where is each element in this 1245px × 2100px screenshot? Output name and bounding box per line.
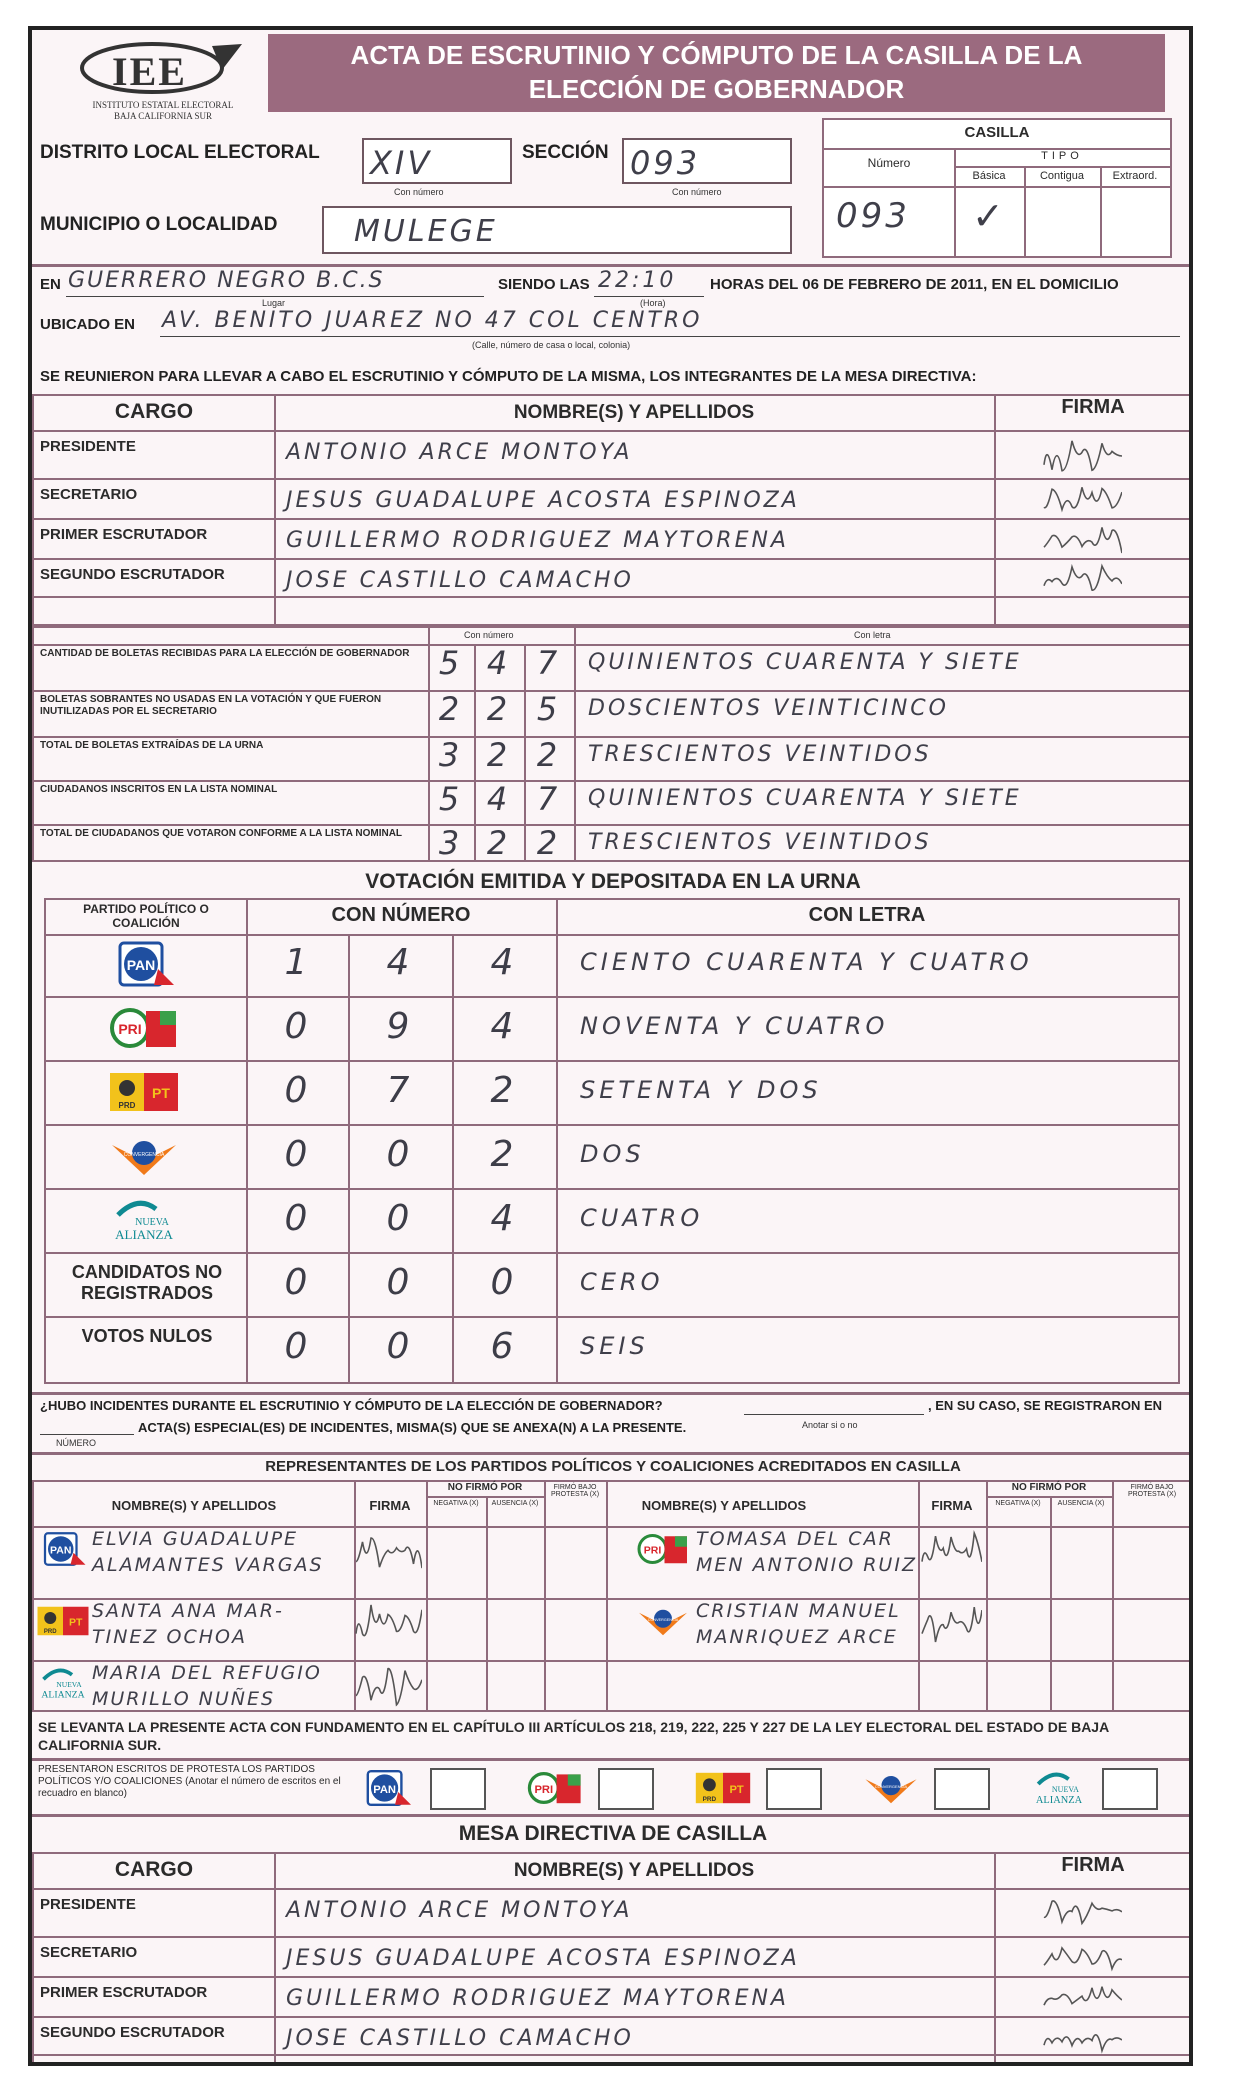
rep-left-name-line2[interactable]: TINEZ OCHOA xyxy=(92,1626,247,1648)
signature-scribble xyxy=(1042,1980,1122,2016)
pan-logo-icon xyxy=(358,1768,416,1808)
signature-scribble xyxy=(1042,2020,1122,2056)
votacion-digit[interactable]: 6 xyxy=(490,1326,514,1367)
mesa-bottom-cargo-header: CARGO xyxy=(114,1858,194,1881)
rep-left-negativa-header: NEGATIVA (X) xyxy=(433,1500,479,1507)
signature-scribble xyxy=(920,1528,982,1576)
mesa-top-cargo: SECRETARIO xyxy=(40,486,138,503)
mesa-bottom-name[interactable]: ANTONIO ARCE MONTOYA xyxy=(286,1898,633,1923)
escritos-count-box[interactable] xyxy=(430,1768,486,1810)
district-sublabel: Con número xyxy=(394,187,444,197)
casilla-numero-label: Número xyxy=(867,156,911,170)
boletas-letra[interactable]: QUINIENTOS CUARENTA Y SIETE xyxy=(588,786,1022,811)
district-label: DISTRITO LOCAL ELECTORAL xyxy=(40,142,320,163)
casilla-numero-value: 093 xyxy=(836,196,910,236)
mesa-bottom-name[interactable]: JESUS GUADALUPE ACOSTA ESPINOZA xyxy=(286,1946,800,1971)
rep-right-name-line2[interactable]: MEN ANTONIO RUIZ xyxy=(696,1554,917,1576)
incidentes-question2: , EN SU CASO, SE REGISTRARON EN xyxy=(928,1398,1163,1413)
signature-scribble xyxy=(354,1528,422,1576)
casilla-box xyxy=(822,118,1172,258)
rep-left-name-line1[interactable]: SANTA ANA MAR- xyxy=(92,1600,284,1622)
mesa-top-firma-header: FIRMA xyxy=(1061,396,1125,418)
institute-line1: INSTITUTO ESTATAL ELECTORAL xyxy=(92,100,234,110)
votacion-letra[interactable]: CIENTO CUARENTA Y CUATRO xyxy=(580,948,1033,976)
rep-left-name-line1[interactable]: MARIA DEL REFUGIO xyxy=(92,1662,322,1684)
boletas-con-letra-header: Con letra xyxy=(854,630,891,640)
boletas-digit[interactable]: 5 xyxy=(536,690,558,728)
prd-pt-logo-icon xyxy=(694,1768,752,1808)
svg-text:NUEVA: NUEVA xyxy=(1051,1785,1079,1794)
votacion-digit[interactable]: 0 xyxy=(386,1134,410,1175)
rep-right-firma-header: FIRMA xyxy=(931,1498,973,1513)
boletas-digit[interactable]: 4 xyxy=(486,780,508,818)
rep-left-firma-header: FIRMA xyxy=(369,1498,411,1513)
boletas-digit[interactable]: 2 xyxy=(486,690,508,728)
votacion-digit[interactable]: 0 xyxy=(284,1326,308,1367)
rep-right-name-line2[interactable]: MANRIQUEZ ARCE xyxy=(696,1626,898,1648)
pri-logo-icon xyxy=(526,1768,584,1808)
mesa-bottom-cargo: SEGUNDO ESCRUTADOR xyxy=(40,2024,225,2041)
svg-text:CONVERGENCIA: CONVERGENCIA xyxy=(647,1618,679,1622)
votacion-digit[interactable]: 7 xyxy=(386,1070,410,1111)
votacion-letra[interactable]: DOS xyxy=(580,1140,645,1168)
svg-text:PRI: PRI xyxy=(643,1544,662,1557)
hora-value: 22:10 xyxy=(598,268,677,293)
votacion-letra[interactable]: CUATRO xyxy=(580,1204,704,1232)
svg-text:NUEVA: NUEVA xyxy=(135,1217,169,1228)
convergencia-logo-icon xyxy=(108,1131,180,1181)
incidentes-question: ¿HUBO INCIDENTES DURANTE EL ESCRUTINIO Y CÓMPUTO DE LA ELECCIÓN DE GOBERNADOR? xyxy=(40,1398,663,1413)
svg-text:PRD: PRD xyxy=(702,1795,717,1803)
rep-right-ausencia-header: AUSENCIA (X) xyxy=(1057,1500,1105,1507)
boletas-letra[interactable]: TRESCIENTOS VEINTIDOS xyxy=(588,742,932,767)
escritos-count-box[interactable] xyxy=(598,1768,654,1810)
boletas-digit[interactable]: 5 xyxy=(438,644,460,682)
boletas-digit[interactable]: 2 xyxy=(438,690,460,728)
boletas-label: TOTAL DE CIUDADANOS QUE VOTARON CONFORME A LA LISTA NOMINAL xyxy=(40,828,403,839)
votacion-letra[interactable]: NOVENTA Y CUATRO xyxy=(580,1012,889,1040)
boletas-digit[interactable]: 2 xyxy=(486,736,508,774)
svg-text:PRD: PRD xyxy=(43,1629,57,1635)
rep-left-protesta-header: FIRMÓ BAJO PROTESTA (X) xyxy=(550,1484,600,1498)
votacion-row-divider xyxy=(44,1124,1180,1126)
rep-right-name-line1[interactable]: CRISTIAN MANUEL xyxy=(696,1600,901,1622)
votacion-digit[interactable]: 4 xyxy=(490,942,514,983)
votacion-partido-header: PARTIDO POLÍTICO O COALICIÓN xyxy=(83,902,209,930)
votacion-digit[interactable]: 0 xyxy=(284,1070,308,1111)
siendo-label: SIENDO LAS xyxy=(498,276,590,293)
mesa-top-cargo-header: CARGO xyxy=(114,400,194,423)
signature-scribble xyxy=(1042,482,1122,518)
votacion-row-divider xyxy=(44,1060,1180,1062)
boletas-digit[interactable]: 7 xyxy=(536,644,558,682)
district-field[interactable] xyxy=(362,138,512,184)
svg-text:PT: PT xyxy=(69,1616,83,1629)
votacion-digit[interactable]: 0 xyxy=(386,1198,410,1239)
boletas-letra[interactable]: DOSCIENTOS VEINTICINCO xyxy=(588,696,949,721)
reunion-text: SE REUNIERON PARA LLEVAR A CABO EL ESCRUTINIO Y CÓMPUTO DE LA MISMA, LOS INTEGRANTES DE LA MESA DIRECTIVA: xyxy=(40,368,977,385)
representantes-title: REPRESENTANTES DE LOS PARTIDOS POLÍTICOS Y COALICIONES ACREDITADOS EN CASILLA xyxy=(265,1458,961,1475)
boletas-digit[interactable]: 5 xyxy=(438,780,460,818)
votacion-letra[interactable]: SETENTA Y DOS xyxy=(580,1076,822,1104)
boletas-digit[interactable]: 3 xyxy=(438,736,460,774)
iee-logo xyxy=(72,36,252,126)
boletas-digit[interactable]: 3 xyxy=(438,824,460,862)
ubicado-sublabel: (Calle, número de casa o local, colonia) xyxy=(472,340,631,350)
ubicado-label: UBICADO EN xyxy=(40,316,136,333)
boletas-digit[interactable]: 2 xyxy=(486,824,508,862)
lugar-sublabel: Lugar xyxy=(262,298,286,308)
rep-right-protesta-header: FIRMÓ BAJO PROTESTA (X) xyxy=(1127,1484,1177,1498)
rep-right-negativa-header: NEGATIVA (X) xyxy=(995,1500,1041,1507)
mesa-top-name[interactable]: JESUS GUADALUPE ACOSTA ESPINOZA xyxy=(286,488,800,513)
signature-scribble xyxy=(354,1600,422,1648)
pri-logo-icon xyxy=(636,1530,690,1568)
boletas-con-numero-header: Con número xyxy=(464,630,514,640)
casilla-tipo-label: TIPO xyxy=(1041,150,1083,162)
hora-sublabel: (Hora) xyxy=(640,298,666,308)
votacion-digit[interactable]: 4 xyxy=(490,1198,514,1239)
en-label: EN xyxy=(40,276,61,293)
escritos-count-box[interactable] xyxy=(1102,1768,1158,1810)
signature-scribble xyxy=(1042,522,1122,558)
boletas-letra[interactable]: QUINIENTOS CUARENTA Y SIETE xyxy=(588,650,1022,675)
mesa-top-name[interactable]: JOSE CASTILLO CAMACHO xyxy=(286,568,634,593)
convergencia-logo-icon xyxy=(862,1768,920,1808)
votacion-digit[interactable]: 4 xyxy=(386,942,410,983)
votacion-digit[interactable]: 0 xyxy=(386,1262,410,1303)
casilla-title: CASILLA xyxy=(964,124,1030,141)
mesa-bottom-title: MESA DIRECTIVA DE CASILLA xyxy=(458,1822,768,1845)
section-value: 093 xyxy=(630,144,701,182)
rep-right-nombres-header: NOMBRE(S) Y APELLIDOS xyxy=(641,1498,807,1513)
votacion-digit[interactable]: 2 xyxy=(490,1070,514,1111)
nueva-alianza-logo-icon xyxy=(36,1664,90,1702)
votacion-row-divider xyxy=(44,1316,1180,1318)
title-line1: ACTA DE ESCRUTINIO Y CÓMPUTO DE LA CASILLA DE LA xyxy=(350,40,1083,70)
casilla-extraord-label: Extraord. xyxy=(1112,170,1158,182)
votacion-letra[interactable]: CERO xyxy=(580,1268,664,1296)
municipality-label: MUNICIPIO O LOCALIDAD xyxy=(40,214,278,235)
svg-text:ALIANZA: ALIANZA xyxy=(1035,1795,1083,1807)
mesa-bottom-nombres-header: NOMBRE(S) Y APELLIDOS xyxy=(513,1860,755,1881)
votacion-title: VOTACIÓN EMITIDA Y DEPOSITADA EN LA URNA xyxy=(365,870,861,893)
votacion-row-divider xyxy=(44,1252,1180,1254)
svg-text:PRD: PRD xyxy=(118,1101,136,1110)
boletas-digit[interactable]: 2 xyxy=(536,824,558,862)
section-sublabel: Con número xyxy=(672,187,722,197)
votacion-letra[interactable]: SEIS xyxy=(580,1332,649,1360)
svg-text:PAN: PAN xyxy=(373,1783,396,1796)
votacion-digit[interactable]: 0 xyxy=(284,1198,308,1239)
votacion-party-label: CANDIDATOS NO REGISTRADOS xyxy=(71,1262,223,1303)
district-value: XIV xyxy=(370,144,433,182)
institute-line2: BAJA CALIFORNIA SUR xyxy=(113,111,213,121)
title-line2: ELECCIÓN DE GOBERNADOR xyxy=(528,74,905,104)
boletas-digit[interactable]: 4 xyxy=(486,644,508,682)
svg-text:PT: PT xyxy=(729,1783,744,1796)
svg-text:PAN: PAN xyxy=(50,1544,72,1557)
signature-scribble xyxy=(354,1662,422,1710)
mesa-top-name[interactable]: GUILLERMO RODRIGUEZ MAYTORENA xyxy=(286,528,789,553)
votacion-numero-header: CON NÚMERO xyxy=(331,904,471,926)
svg-text:PT: PT xyxy=(152,1085,170,1101)
nueva-alianza-logo-icon xyxy=(1030,1768,1088,1808)
acta-title xyxy=(268,34,1165,112)
rep-left-ausencia-header: AUSENCIA (X) xyxy=(491,1500,539,1507)
signature-scribble xyxy=(920,1600,982,1648)
casilla-basica-label: Básica xyxy=(972,170,1006,182)
votacion-digit[interactable]: 0 xyxy=(284,1134,308,1175)
mesa-top-cargo: SEGUNDO ESCRUTADOR xyxy=(40,566,225,583)
fundamento-text: SE LEVANTA LA PRESENTE ACTA CON FUNDAMENTO EN EL CAPÍTULO III ARTÍCULOS 218, 219, 222, 225 Y 227 DE LA LEY ELECTORAL DEL ESTADO DE BAJA CALIFORNIA SUR. xyxy=(38,1719,1109,1753)
mesa-bottom-cargo: PRIMER ESCRUTADOR xyxy=(40,1984,208,2001)
votacion-row-divider xyxy=(44,1188,1180,1190)
municipality-field[interactable] xyxy=(322,206,792,254)
municipality-value: MULEGE xyxy=(354,214,498,249)
boletas-digit[interactable]: 7 xyxy=(536,780,558,818)
boletas-label: CANTIDAD DE BOLETAS RECIBIDAS PARA LA ELECCIÓN DE GOBERNADOR xyxy=(40,648,410,659)
svg-text:PRI: PRI xyxy=(534,1783,554,1796)
prd-pt-logo-icon xyxy=(108,1067,180,1117)
votacion-digit[interactable]: 0 xyxy=(490,1262,514,1303)
horas-text: HORAS DEL 06 DE FEBRERO DE 2011, EN EL DOMICILIO xyxy=(710,276,1119,293)
mesa-bottom-cargo: PRESIDENTE xyxy=(40,1896,136,1913)
incidentes-numero: NÚMERO xyxy=(56,1438,96,1448)
rep-right-nofirmo-header: NO FIRMÓ POR xyxy=(1011,1482,1087,1493)
votacion-digit[interactable]: 0 xyxy=(284,1262,308,1303)
mesa-top-cargo: PRIMER ESCRUTADOR xyxy=(40,526,208,543)
votacion-party-label: VOTOS NULOS xyxy=(81,1326,213,1346)
acta-sheet xyxy=(28,26,1193,2066)
votacion-digit[interactable]: 1 xyxy=(284,942,308,983)
boletas-label: BOLETAS SOBRANTES NO USADAS EN LA VOTACIÓN Y QUE FUERON INUTILIZADAS POR EL SECRETARIO xyxy=(40,694,382,717)
svg-text:NUEVA: NUEVA xyxy=(56,1679,82,1689)
rep-right-name-line1[interactable]: TOMASA DEL CAR xyxy=(696,1528,894,1550)
signature-scribble xyxy=(1042,1892,1122,1928)
casilla-basica-check: ✓ xyxy=(972,194,1007,238)
rep-left-name-line2[interactable]: MURILLO NUÑES xyxy=(92,1688,276,1710)
rep-left-nofirmo-header: NO FIRMÓ POR xyxy=(447,1482,523,1493)
svg-text:CONVERGENCIA: CONVERGENCIA xyxy=(123,1152,165,1158)
svg-text:ALIANZA: ALIANZA xyxy=(41,1689,85,1701)
escritos-count-box[interactable] xyxy=(766,1768,822,1810)
boletas-label: TOTAL DE BOLETAS EXTRAÍDAS DE LA URNA xyxy=(40,740,264,751)
mesa-top-name[interactable]: ANTONIO ARCE MONTOYA xyxy=(286,440,633,465)
section-label: SECCIÓN xyxy=(522,142,609,163)
en-value: GUERRERO NEGRO B.C.S xyxy=(68,268,385,293)
signature-scribble xyxy=(1042,562,1122,596)
convergencia-logo-icon xyxy=(636,1602,690,1640)
prd-pt-logo-icon xyxy=(36,1602,90,1640)
svg-text:ALIANZA: ALIANZA xyxy=(115,1227,173,1242)
votacion-digit[interactable]: 2 xyxy=(490,1134,514,1175)
votacion-digit[interactable]: 4 xyxy=(490,1006,514,1047)
ubicado-value: AV. BENITO JUAREZ NO 47 COL CENTRO xyxy=(162,308,703,333)
mesa-bottom-name[interactable]: JOSE CASTILLO CAMACHO xyxy=(286,2026,634,2051)
pri-logo-icon xyxy=(108,1003,180,1053)
signature-scribble xyxy=(1042,434,1122,478)
rep-left-name-line2[interactable]: ALAMANTES VARGAS xyxy=(92,1554,324,1576)
casilla-contigua-label: Contigua xyxy=(1039,170,1085,182)
nueva-alianza-logo-icon xyxy=(108,1195,180,1245)
mesa-top-nombres-header: NOMBRE(S) Y APELLIDOS xyxy=(513,402,755,423)
pan-logo-icon xyxy=(36,1530,90,1568)
svg-text:CONVERGENCIA: CONVERGENCIA xyxy=(874,1784,908,1789)
boletas-letra[interactable]: TRESCIENTOS VEINTIDOS xyxy=(588,830,932,855)
votacion-digit[interactable]: 9 xyxy=(386,1006,410,1047)
escritos-count-box[interactable] xyxy=(934,1768,990,1810)
mesa-top-cargo: PRESIDENTE xyxy=(40,438,136,455)
rep-left-nombres-header: NOMBRE(S) Y APELLIDOS xyxy=(111,1498,277,1513)
boletas-label: CIUDADANOS INSCRITOS EN LA LISTA NOMINAL xyxy=(40,784,278,795)
rep-left-name-line1[interactable]: ELVIA GUADALUPE xyxy=(92,1528,299,1550)
votacion-row-divider xyxy=(44,996,1180,998)
section-field[interactable] xyxy=(622,138,792,184)
votacion-digit[interactable]: 0 xyxy=(284,1006,308,1047)
signature-scribble xyxy=(1042,1940,1122,1976)
svg-text:PRI: PRI xyxy=(118,1021,142,1037)
pan-logo-icon xyxy=(108,939,180,989)
mesa-bottom-cargo: SECRETARIO xyxy=(40,1944,138,1961)
svg-text:PAN: PAN xyxy=(126,957,156,973)
votacion-letra-header: CON LETRA xyxy=(808,904,926,926)
mesa-bottom-name[interactable]: GUILLERMO RODRIGUEZ MAYTORENA xyxy=(286,1986,789,2011)
mesa-bottom-firma-header: FIRMA xyxy=(1061,1854,1125,1876)
escritos-text: PRESENTARON ESCRITOS DE PROTESTA LOS PARTIDOS POLÍTICOS Y/O COALICIONES (Anotar el número de escritos en el recuadro en blanco) xyxy=(38,1764,341,1799)
incidentes-anotar: Anotar si o no xyxy=(802,1420,858,1430)
incidentes-line2: ACTA(S) ESPECIAL(ES) DE INCIDENTES, MISMA(S) QUE SE ANEXA(N) A LA PRESENTE. xyxy=(138,1420,687,1435)
boletas-digit[interactable]: 2 xyxy=(536,736,558,774)
votacion-digit[interactable]: 0 xyxy=(386,1326,410,1367)
logo-text: IEE xyxy=(112,49,187,94)
